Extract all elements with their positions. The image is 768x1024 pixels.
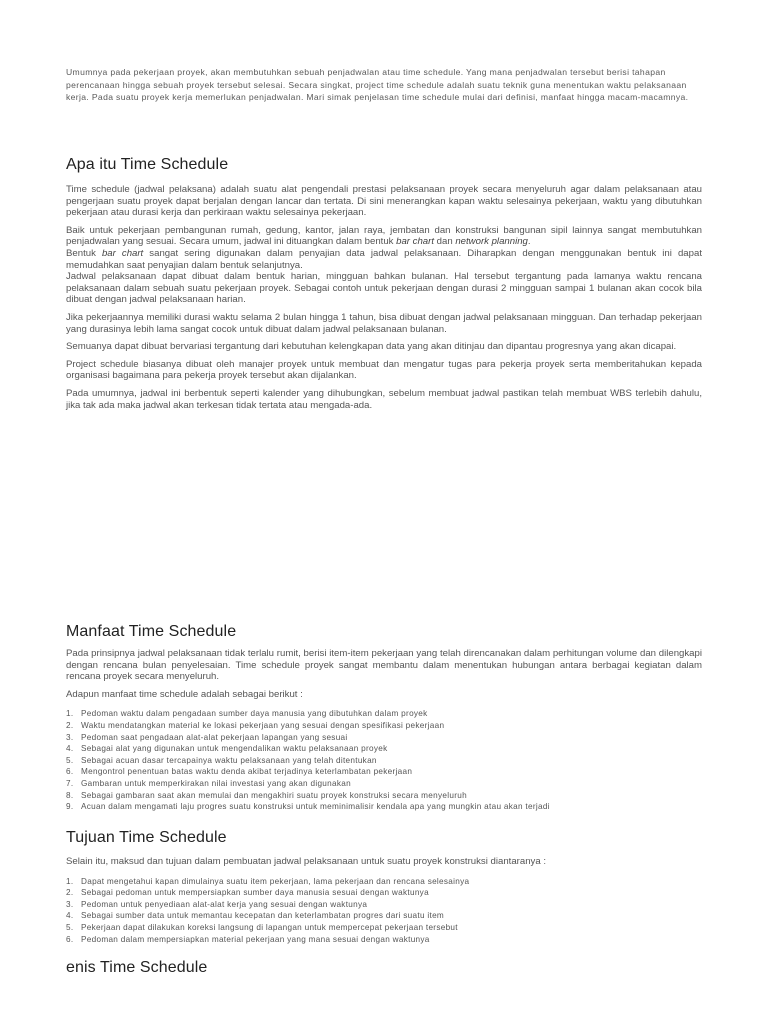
apa-paragraph-6: Pada umumnya, jadwal ini berbentuk seperti kalender yang dihubungkan, sebelum membuat jadwal pastikan telah membuat WBS terlebih dahulu, jika tak ada maka jadwal akan terkesan tidak tertata atau mengada-ada. (66, 387, 702, 411)
apa-paragraph-2b: Bentuk bar chart sangat sering digunakan dalam penyajian data jadwal pelaksanaan. Diharapkan dengan menggunakan bentuk ini dapat memudahkan saat penyajian dalam bentuk selanjutnya. (66, 247, 702, 271)
heading-manfaat: Manfaat Time Schedule (66, 623, 237, 640)
tujuan-paragraph-1: Selain itu, maksud dan tujuan dalam pembuatan jadwal pelaksanaan untuk suatu proyek konstruksi diantaranya : (66, 856, 546, 867)
list-item: 1. Dapat mengetahui kapan dimulainya suatu item pekerjaan, lama pekerjaan dan rencana selesainya (66, 876, 470, 886)
list-item: 5. Sebagai acuan dasar tercapainya waktu pelaksanaan yang telah ditentukan (66, 755, 377, 765)
list-item: 7. Gambaran untuk memperkirakan nilai investasi yang akan digunakan (66, 778, 351, 788)
apa-paragraph-3: Jika pekerjaannya memiliki durasi waktu selama 2 bulan hingga 1 tahun, bisa dibuat dengan jadwal pelaksanaan mingguan. Dan terhadap pekerjaan yang durasinya lebih lama sangat cocok untuk dibuat dalam jadwal pelaksanaan bulanan. (66, 311, 702, 335)
list-item: 6. Mengontrol penentuan batas waktu denda akibat terjadinya keterlambatan pekerjaan (66, 767, 413, 777)
section-apa-itu (66, 184, 702, 417)
heading-apa-itu: Apa itu Time Schedule (66, 156, 229, 173)
manfaat-list (66, 708, 702, 812)
list-item: 1. Pedoman waktu dalam pengadaan sumber daya manusia yang dibutuhkan dalam proyek (66, 709, 428, 719)
list-item: 6. Pedoman dalam mempersiapkan material pekerjaan yang mana sesuai dengan waktunya (66, 934, 430, 944)
apa-paragraph-5: Project schedule biasanya dibuat oleh manajer proyek untuk membuat dan mengatur tugas para pekerja proyek serta memberitahukan kepada organisasi bagaimana para pekerja proyek tersebut akan dijalankan. (66, 358, 702, 382)
list-item: 2. Sebagai pedoman untuk mempersiapkan sumber daya manusia sesuai dengan waktunya (66, 888, 429, 898)
list-item: 2. Waktu mendatangkan material ke lokasi pekerjaan yang sesuai dengan spesifikasi pekerjaan (66, 720, 445, 730)
section-manfaat (66, 648, 702, 813)
heading-tujuan: Tujuan Time Schedule (66, 829, 227, 846)
list-item: 3. Pedoman untuk penyediaan alat-alat kerja yang sesuai dengan waktunya (66, 899, 368, 909)
section-tujuan (66, 856, 702, 945)
apa-paragraph-2c: Jadwal pelaksanaan dapat dibuat dalam bentuk harian, mingguan bahkan bulanan. Hal tersebut tergantung pada lamanya waktu rencana pelaksanaan dalam sebuah suatu pekerjaan proyek. Sebagai contoh untuk pekerjaan dengan durasi 2 mingguan sampai 1 bulanan akan cocok bila dibuat dengan jadwal pelaksanaan harian. (66, 271, 702, 306)
list-item: 3. Pedoman saat pengadaan alat-alat pekerjaan lapangan yang sesuai (66, 732, 348, 742)
apa-paragraph-4: Semuanya dapat dibuat bervariasi tergantung dari kebutuhan kelengkapan data yang akan ditinjau dan dipantau progresnya yang akan dicapai. (66, 341, 677, 353)
list-item: 9. Acuan dalam mengamati laju progres suatu konstruksi untuk meminimalisir kendala apa yang mungkin atau akan terjadi (66, 802, 550, 812)
manfaat-paragraph-1: Pada prinsipnya jadwal pelaksanaan tidak terlalu rumit, berisi item-item pekerjaan yang telah direncanakan dalam perhitungan volume dan dilengkapi dengan rencana bulan penyelesaian. Time schedule proyek sangat membantu dalam menentukan hubungan antara berbagai kegiatan dalam rencana proyek secara menyeluruh. (66, 648, 702, 683)
list-item: 8. Sebagai gambaran saat akan memulai dan mengakhiri suatu proyek konstruksi secara menyeluruh (66, 790, 467, 800)
tujuan-list (66, 876, 702, 946)
list-item: 4. Sebagai alat yang digunakan untuk mengendalikan waktu pelaksanaan proyek (66, 744, 388, 754)
list-item: 5. Pekerjaan dapat dilakukan koreksi langsung di lapangan untuk mempercepat pekerjaan tersebut (66, 922, 458, 932)
heading-jenis: enis Time Schedule (66, 959, 208, 976)
network-planning-term: network planning (455, 236, 528, 248)
list-item: 4. Sebagai sumber data untuk memantau kecepatan dan keterlambatan progres dari suatu item (66, 911, 445, 921)
bar-chart-term: bar chart (396, 236, 434, 248)
bar-chart-term-2: bar chart (101, 247, 144, 259)
apa-paragraph-2: Baik untuk pekerjaan pembangunan rumah, gedung, kantor, jalan raya, jembatan dan konstruksi bangunan sipil lainnya sangat membutuhkan penjadwalan yang sesuai. Secara umum, jadwal ini dituangkan dalam bentuk bar chart dan network planning. (66, 224, 702, 248)
apa-paragraph-1: Time schedule (jadwal pelaksana) adalah suatu alat pengendali prestasi pelaksanaan proyek secara menyeluruh agar dalam pelaksanaan atau pengerjaan suatu proyek dapat berjalan dengan lancar dan tertata. Di sini menerangkan kapan waktu selesainya pekerjaan, waktu yang dibutuhkan pekerjaan atau durasi kerja dan perkiraan waktu selesainya pekerjaan. (66, 184, 702, 219)
manfaat-paragraph-2: Adapun manfaat time schedule adalah sebagai berikut : (66, 688, 303, 700)
intro-paragraph: Umumnya pada pekerjaan proyek, akan membutuhkan sebuah penjadwalan atau time schedule. Yang mana penjadwalan tersebut berisi tahapan perencanaan hingga sebuah proyek tersebut selesai. Secara singkat, project time schedule adalah suatu teknik guna menentukan waktu pelaksanaan kerja. Pada suatu proyek kerja memerlukan penjadwalan. Mari simak penjelasan time schedule mulai dari definisi, manfaat hingga macam-macamnya. (66, 67, 689, 103)
